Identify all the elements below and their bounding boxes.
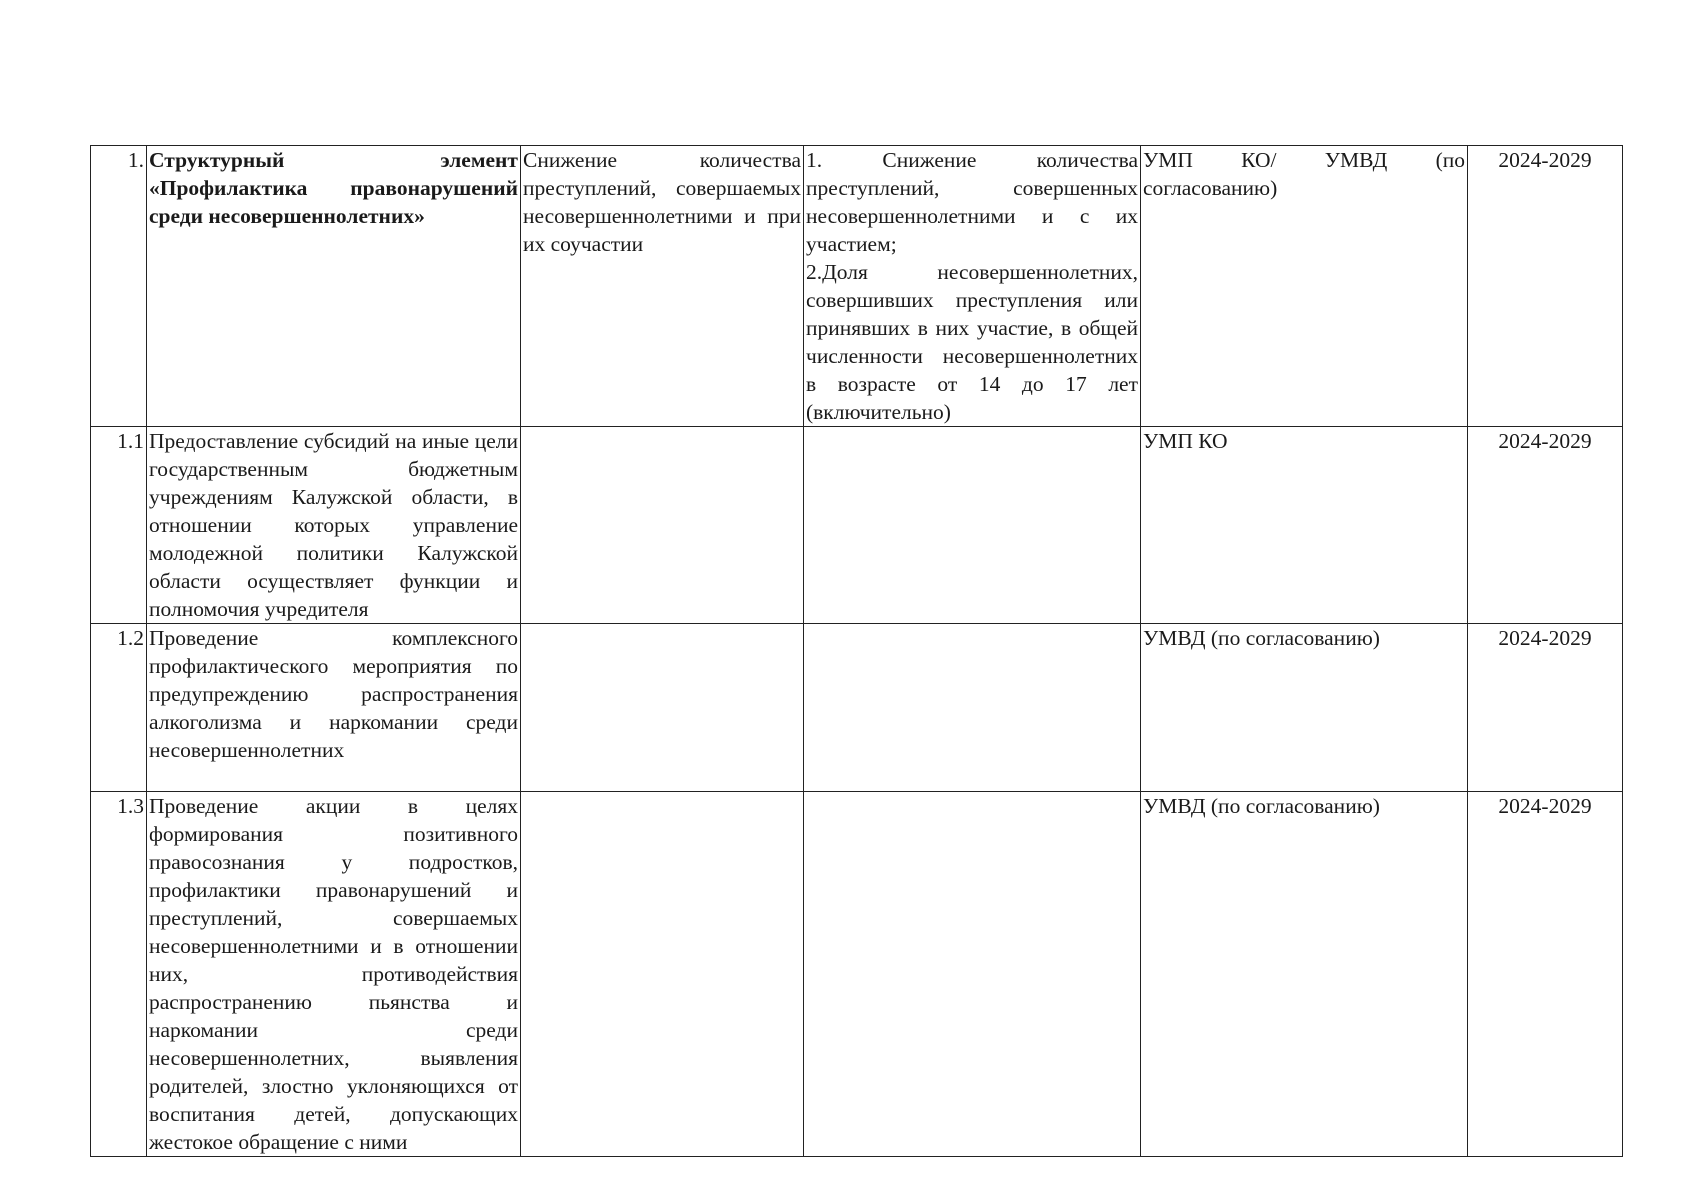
- indicator-2: 2.Доля несовершеннолетних, совершивших преступления или принявших в них участие, в общей численности несовершеннолетних в возрасте от 14 до 17 лет (включительно): [806, 260, 1138, 424]
- period-cell: 2024-2029: [1468, 427, 1623, 624]
- period-cell: 2024-2029: [1468, 792, 1623, 1157]
- row-number: 1.2: [91, 624, 147, 792]
- measures-table: [90, 145, 1623, 1157]
- responsible-cell: УМП КО: [1141, 427, 1468, 624]
- table-row: [91, 146, 1623, 427]
- table-row: [91, 427, 1623, 624]
- indicators-cell: [804, 146, 1141, 427]
- measure-name: Предоставление субсидий на иные цели государственным бюджетным учреждениям Калужской области, в отношении которых управление молодежной политики Калужской области осуществляет функции и полномочия учредителя: [147, 427, 521, 624]
- period-cell: 2024-2029: [1468, 146, 1623, 427]
- task-cell: [521, 792, 804, 1157]
- indicator-1: 1. Снижение количества преступлений, совершенных несовершеннолетними и с их участием;: [806, 148, 1138, 256]
- indicators-cell: [804, 792, 1141, 1157]
- measure-name: Проведение акции в целях формирования позитивного правосознания у подростков, профилактики правонарушений и преступлений, совершаемых несовершеннолетними и в отношении них, противодействия распространению пьянства и наркомании среди несовершеннолетних, выявления родителей, злостно уклоняющихся от воспитания детей, допускающих жестокое обращение с ними: [147, 792, 521, 1157]
- structural-element-name: Структурный элемент «Профилактика правонарушений среди несовершеннолетних»: [147, 146, 521, 427]
- task-cell: [521, 427, 804, 624]
- measure-name: Проведение комплексного профилактического мероприятия по предупреждению распространения алкоголизма и наркомании среди несовершеннолетних: [147, 624, 521, 792]
- row-number: 1.: [91, 146, 147, 427]
- table-row: [91, 624, 1623, 792]
- table-row: [91, 792, 1623, 1157]
- task-cell: Снижение количества преступлений, совершаемых несовершеннолетними и при их соучастии: [521, 146, 804, 427]
- row-number: 1.1: [91, 427, 147, 624]
- responsible-cell: УМВД (по согласованию): [1141, 792, 1468, 1157]
- responsible-cell: УМП КО/ УМВД (по согласованию): [1141, 146, 1468, 427]
- task-cell: [521, 624, 804, 792]
- responsible-cell: УМВД (по согласованию): [1141, 624, 1468, 792]
- indicators-cell: [804, 624, 1141, 792]
- indicators-cell: [804, 427, 1141, 624]
- row-number: 1.3: [91, 792, 147, 1157]
- period-cell: 2024-2029: [1468, 624, 1623, 792]
